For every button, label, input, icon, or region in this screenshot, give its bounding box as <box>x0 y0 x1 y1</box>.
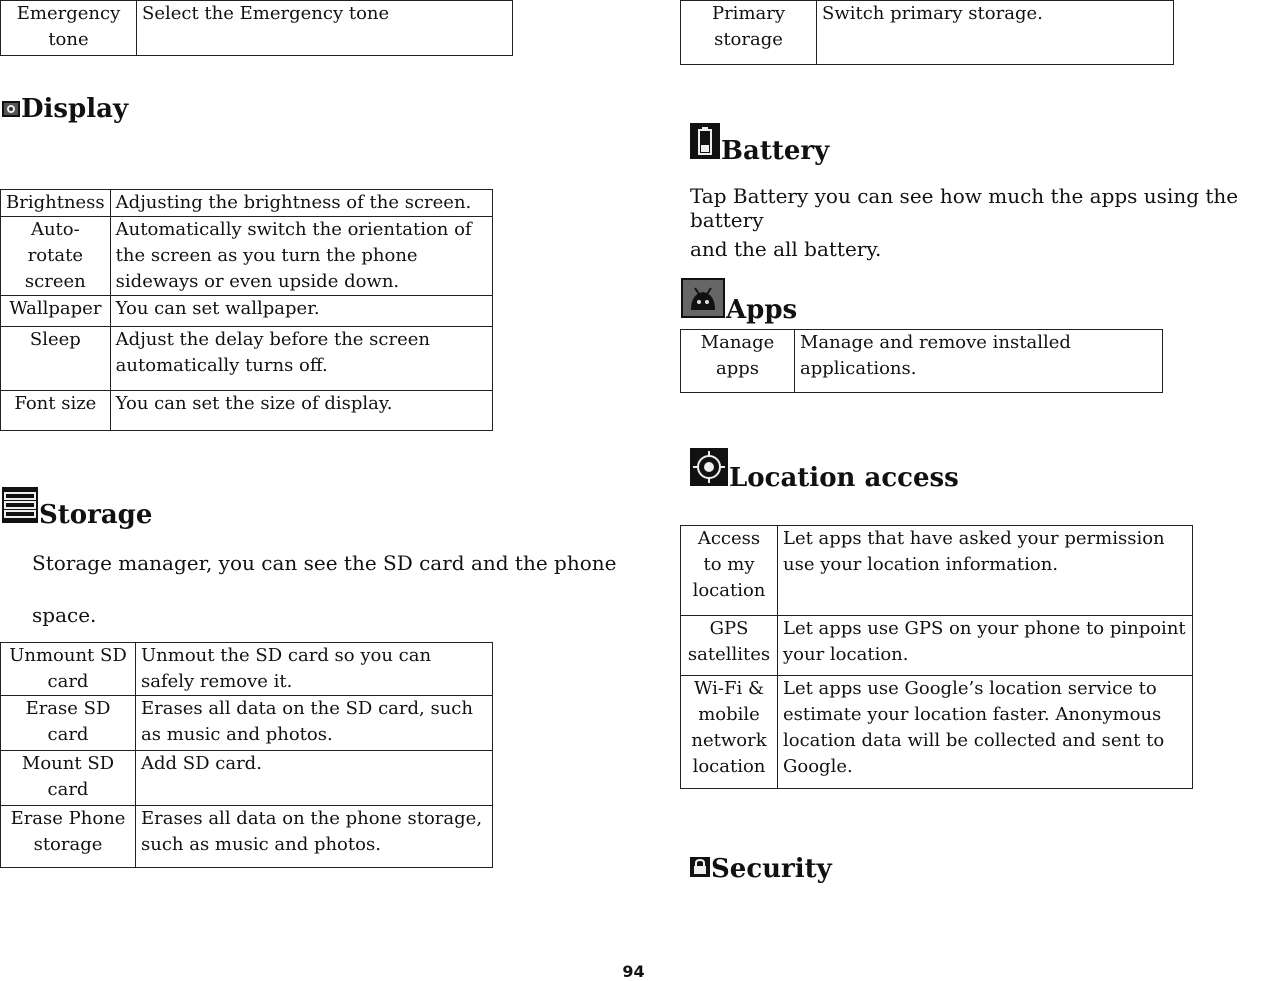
table-key: Mount SD card <box>1 751 136 806</box>
table-key: Access to my location <box>681 526 778 616</box>
storage-table <box>0 642 493 868</box>
storage-icon <box>2 487 38 530</box>
table-row <box>1 696 493 751</box>
table-value: Let apps use Google’s location service to estimate your location faster. Anonymous location data will be collected and sent to Google. <box>778 676 1193 789</box>
table-row <box>1 190 493 217</box>
table-row <box>681 526 1193 616</box>
table-value: Let apps that have asked your permission use your location information. <box>778 526 1193 616</box>
storage-heading <box>2 487 152 530</box>
table-row <box>1 643 493 696</box>
table-key: Unmount SD card <box>1 643 136 696</box>
table-key: Erase SD card <box>1 696 136 751</box>
table-row <box>681 676 1193 789</box>
table-value: Erases all data on the phone storage, such as music and photos. <box>136 806 493 868</box>
table-key: Sleep <box>1 327 111 391</box>
table-value: Add SD card. <box>136 751 493 806</box>
table-key: Font size <box>1 391 111 431</box>
location-heading <box>690 448 959 493</box>
table-key: Brightness <box>1 190 111 217</box>
lock-icon <box>690 854 710 884</box>
battery-title: Battery <box>721 136 830 166</box>
table-row <box>681 330 1163 393</box>
location-icon <box>690 448 728 493</box>
table-key: Wallpaper <box>1 296 111 327</box>
battery-heading <box>690 123 829 166</box>
apps-heading <box>681 278 797 325</box>
table-key: GPS satellites <box>681 616 778 676</box>
table-value: Erases all data on the SD card, such as music and photos. <box>136 696 493 751</box>
display-table <box>0 189 493 431</box>
page-number: 94 <box>622 962 645 981</box>
storage-description-line1: Storage manager, you can see the SD card and the phone <box>32 551 617 575</box>
storage-description-line2: space. <box>32 603 97 627</box>
table-key: Erase Phone storage <box>1 806 136 868</box>
table-value: Unmout the SD card so you can safely remove it. <box>136 643 493 696</box>
table-key: Emergency tone <box>1 1 137 56</box>
battery-description-line2: and the all battery. <box>690 237 882 261</box>
table-value: You can set the size of display. <box>110 391 492 431</box>
table-row <box>1 327 493 391</box>
table-key: Wi-Fi & mobile network location <box>681 676 778 789</box>
table-value: Adjust the delay before the screen automatically turns off. <box>110 327 492 391</box>
display-icon <box>2 94 20 124</box>
table-row <box>1 391 493 431</box>
battery-icon <box>690 123 720 166</box>
security-title: Security <box>711 854 832 884</box>
table-key: Primary storage <box>681 1 817 65</box>
table-value: Manage and remove installed applications. <box>795 330 1163 393</box>
location-title: Location access <box>729 463 959 493</box>
table-value: Adjusting the brightness of the screen. <box>110 190 492 217</box>
table-key: Auto-rotate screen <box>1 217 111 296</box>
table-key: Manage apps <box>681 330 795 393</box>
table-value: Switch primary storage. <box>817 1 1174 65</box>
battery-description-line1: Tap Battery you can see how much the apps using the battery <box>690 184 1239 232</box>
table-row <box>681 1 1174 65</box>
storage-title: Storage <box>39 500 153 530</box>
location-table <box>680 525 1193 789</box>
display-heading <box>2 94 128 124</box>
table-row <box>681 616 1193 676</box>
table-value: Let apps use GPS on your phone to pinpoint your location. <box>778 616 1193 676</box>
display-title: Display <box>21 94 129 124</box>
security-heading <box>690 854 832 884</box>
table-row <box>1 296 493 327</box>
apps-table <box>680 329 1163 393</box>
table-row <box>1 1 513 56</box>
android-icon <box>681 278 725 325</box>
table-row <box>1 806 493 868</box>
table-row <box>1 217 493 296</box>
table-value: Select the Emergency tone <box>137 1 513 56</box>
apps-title: Apps <box>726 295 798 325</box>
table-value: Automatically switch the orientation of the screen as you turn the phone sideways or even upside down. <box>110 217 492 296</box>
primary-storage-table <box>680 0 1174 65</box>
emergency-table <box>0 0 513 56</box>
table-value: You can set wallpaper. <box>110 296 492 327</box>
table-row <box>1 751 493 806</box>
